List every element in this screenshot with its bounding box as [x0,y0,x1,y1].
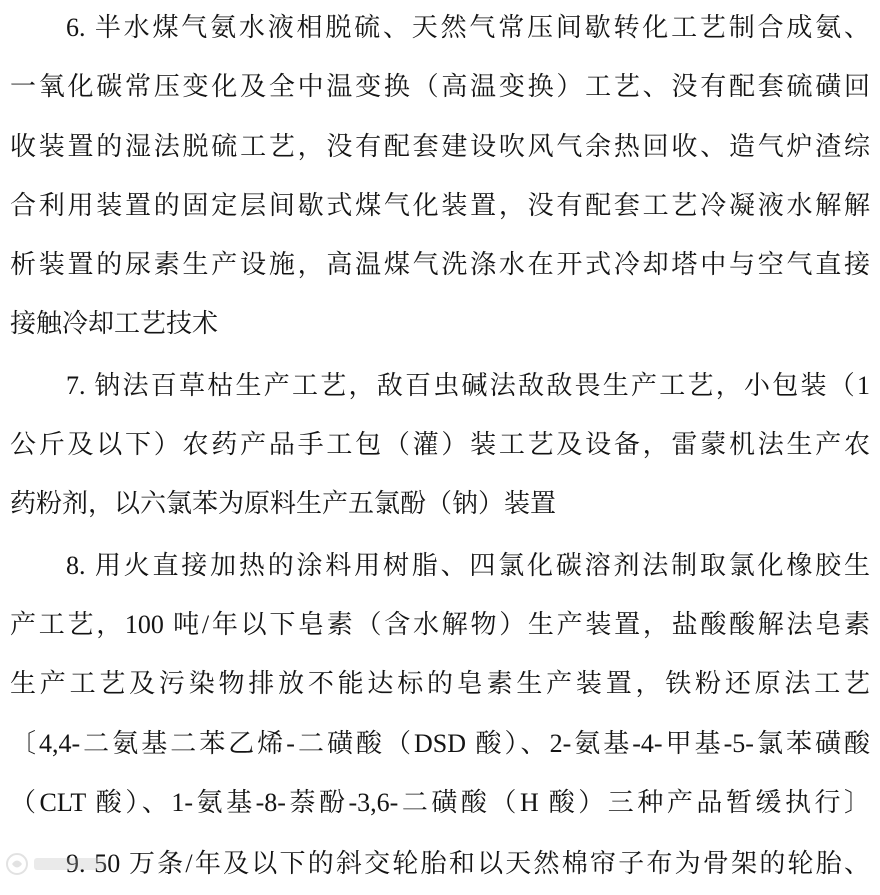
paragraph-line: （CLT 酸）、1-氨基-8-萘酚-3,6-二磺酸（H 酸）三种产品暂缓执行〕 [10,787,870,817]
paragraph-item-7 [10,356,870,534]
paragraph-line: 产工艺，100 吨/年以下皂素（含水解物）生产装置，盐酸酸解法皂素 [10,609,870,639]
paragraph-line: 一氧化碳常压变化及全中温变换（高温变换）工艺、没有配套硫磺回 [10,72,870,102]
paragraph-line: 生产工艺及污染物排放不能达标的皂素生产装置，铁粉还原法工艺 [10,669,870,699]
paragraph-item-8 [10,536,870,832]
paragraph-item-6 [10,0,870,354]
paragraph-line: 8. 用火直接加热的涂料用树脂、四氯化碳溶剂法制取氯化橡胶生 [66,550,870,580]
paragraph-line: 7. 钠法百草枯生产工艺，敌百虫碱法敌敌畏生产工艺，小包装（1 [66,370,870,400]
paragraph-line: 药粉剂，以六氯苯为原料生产五氯酚（钠）装置 [10,489,557,519]
paragraph-line: 6. 半水煤气氨水液相脱硫、天然气常压间歇转化工艺制合成氨、 [66,13,870,42]
paragraph-line: 合利用装置的固定层间歇式煤气化装置，没有配套工艺冷凝液水解解 [10,190,870,220]
paragraph-line: 析装置的尿素生产设施，高温煤气洗涤水在开式冷却塔中与空气直接 [10,250,870,280]
paragraph-line: 收装置的湿法脱硫工艺，没有配套建设吹风气余热回收、造气炉渣综 [10,131,870,161]
paragraph-line: 公斤及以下）农药产品手工包（灌）装工艺及设备，雷蒙机法生产农 [10,430,870,460]
paragraph-line: 9. 50 万条/年及以下的斜交轮胎和以天然棉帘子布为骨架的轮胎、 [66,849,870,879]
paragraph-item-9 [10,834,870,893]
paragraph-line: 〔4,4-二氨基二苯乙烯-二磺酸（DSD 酸）、2-氨基-4-甲基-5-氯苯磺酸 [10,728,870,758]
paragraph-line: 接触冷却工艺技术 [10,309,219,339]
